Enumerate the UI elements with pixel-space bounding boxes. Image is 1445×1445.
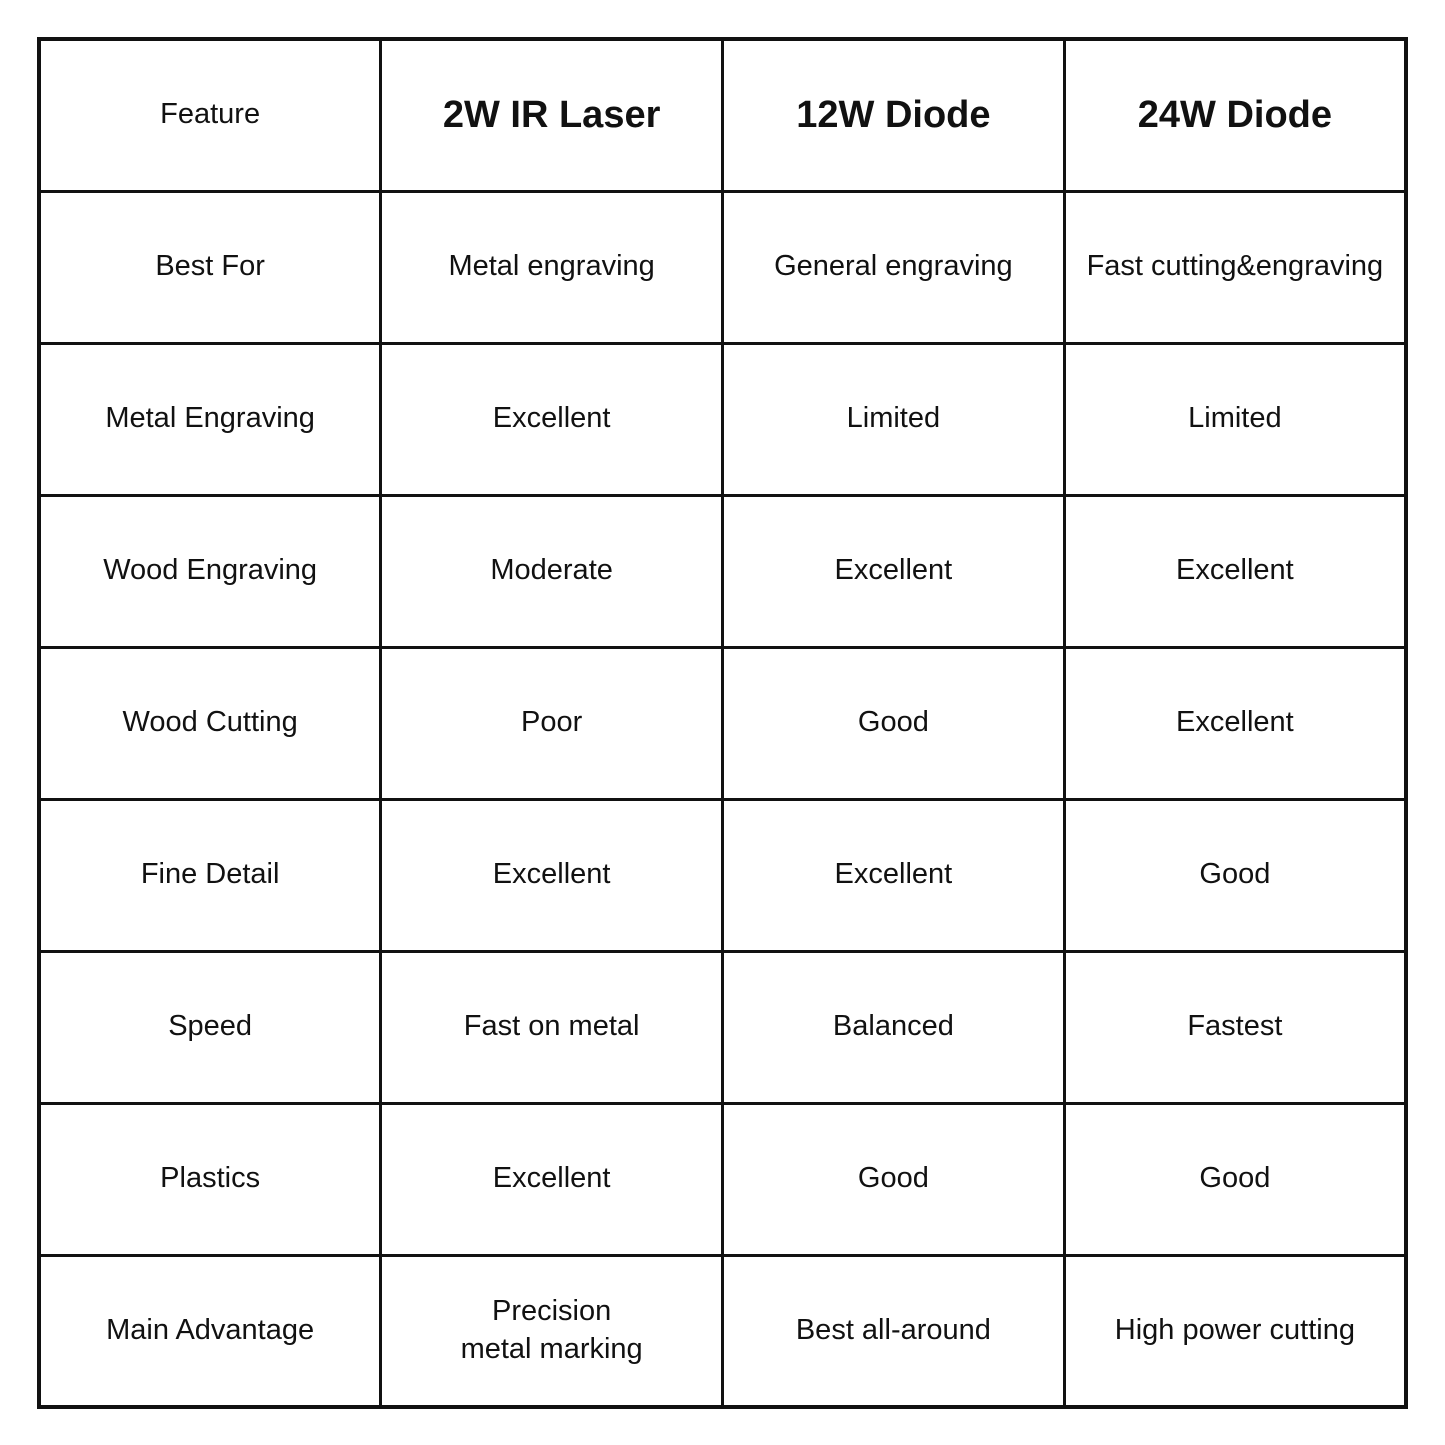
feature-name: Wood Cutting [39,647,381,799]
table-cell: Fast cutting&engraving [1064,191,1406,343]
feature-name: Plastics [39,1103,381,1255]
product-header-12w-diode: 12W Diode [723,39,1065,191]
table-row [39,951,1406,1103]
feature-name: Main Advantage [39,1255,381,1407]
feature-column-header: Feature [39,39,381,191]
table-row [39,343,1406,495]
comparison-table [37,37,1408,1409]
table-cell: Fast on metal [381,951,723,1103]
table-cell: Excellent [723,799,1065,951]
table-cell: Excellent [381,1103,723,1255]
table-cell: Limited [723,343,1065,495]
table-cell: General engraving [723,191,1065,343]
table-row [39,495,1406,647]
table-cell: Metal engraving [381,191,723,343]
table-cell: Limited [1064,343,1406,495]
table-cell: Good [723,1103,1065,1255]
table-row [39,799,1406,951]
feature-name: Speed [39,951,381,1103]
table-cell: Best all-around [723,1255,1065,1407]
product-header-2w-ir-laser: 2W IR Laser [381,39,723,191]
table-row [39,1103,1406,1255]
table-cell: Moderate [381,495,723,647]
feature-name: Metal Engraving [39,343,381,495]
table-row [39,1255,1406,1407]
table-cell: Good [1064,799,1406,951]
table-row [39,191,1406,343]
table-cell: Excellent [723,495,1065,647]
table-cell: Excellent [1064,647,1406,799]
product-header-24w-diode: 24W Diode [1064,39,1406,191]
table-row [39,647,1406,799]
header-row [39,39,1406,191]
feature-name: Fine Detail [39,799,381,951]
feature-name: Wood Engraving [39,495,381,647]
table-cell: Good [1064,1103,1406,1255]
table-cell: Excellent [381,799,723,951]
table-cell: Fastest [1064,951,1406,1103]
table-cell: Excellent [381,343,723,495]
feature-name: Best For [39,191,381,343]
table-cell: High power cutting [1064,1255,1406,1407]
table-cell: Poor [381,647,723,799]
table-cell: Good [723,647,1065,799]
table-cell: Excellent [1064,495,1406,647]
table-cell: Balanced [723,951,1065,1103]
table-cell: Precision metal marking [381,1255,723,1407]
